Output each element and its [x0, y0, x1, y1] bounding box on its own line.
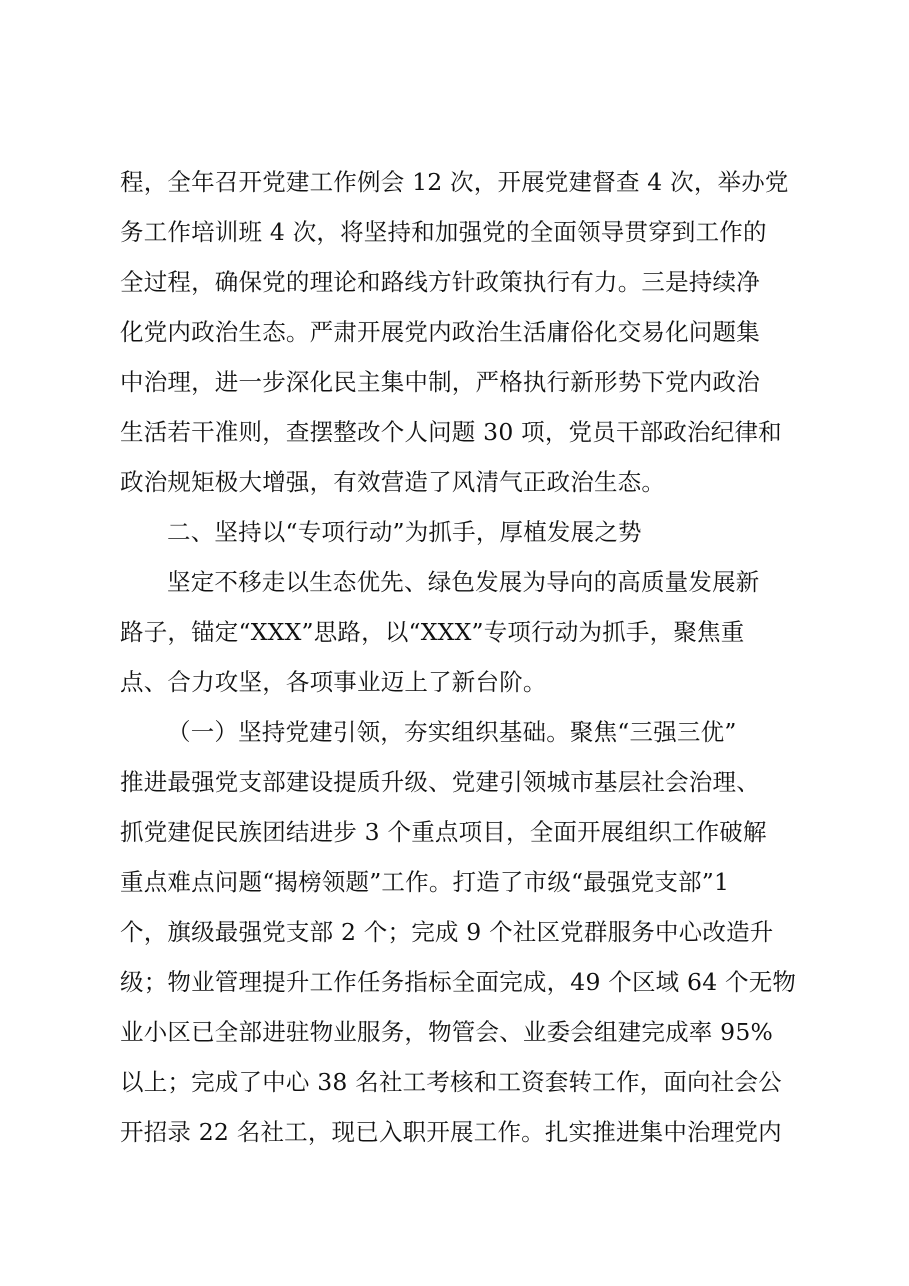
text-line: 全过程，确保党的理论和路线方针政策执行有力。三是持续净 [120, 268, 760, 296]
text-line: 程，全年召开党建工作例会 12 次，开展党建督查 4 次，举办党 [120, 168, 789, 196]
text-line: 点、合力攻坚，各项事业迈上了新台阶。 [120, 668, 547, 696]
text-line: 中治理，进一步深化民主集中制，严格执行新形势下党内政治 [120, 368, 760, 396]
text-line: 推进最强党支部建设提质升级、党建引领城市基层社会治理、 [120, 768, 760, 796]
subsection-first-line: （一）坚持党建引领，夯实组织基础。聚焦“三强三优” [167, 718, 737, 746]
text-line: 政治规矩极大增强，有效营造了风清气正政治生态。 [120, 468, 666, 496]
paragraph-first-line: 坚定不移走以生态优先、绿色发展为导向的高质量发展新 [167, 568, 760, 596]
section-heading: 二、坚持以“专项行动”为抓手，厚植发展之势 [167, 518, 642, 546]
text-line: 抓党建促民族团结进步 3 个重点项目，全面开展组织工作破解 [120, 818, 767, 846]
text-line: 级；物业管理提升工作任务指标全面完成，49 个区域 64 个无物 [120, 968, 797, 996]
text-line: 业小区已全部进驻物业服务，物管会、业委会组建完成率 95% [120, 1018, 774, 1046]
text-line: 生活若干准则，查摆整改个人问题 30 项，党员干部政治纪律和 [120, 418, 782, 446]
text-line: 务工作培训班 4 次，将坚持和加强党的全面领导贯穿到工作的 [120, 218, 767, 246]
text-line: 个，旗级最强党支部 2 个；完成 9 个社区党群服务中心改造升 [120, 918, 774, 946]
text-line: 化党内政治生态。严肃开展党内政治生活庸俗化交易化问题集 [120, 318, 760, 346]
text-line: 重点难点问题“揭榜领题”工作。打造了市级“最强党支部”1 [120, 868, 730, 896]
text-line: 路子，锚定“XXX”思路，以“XXX”专项行动为抓手，聚焦重 [120, 618, 745, 646]
text-line: 开招录 22 名社工，现已入职开展工作。扎实推进集中治理党内 [120, 1118, 782, 1146]
text-line: 以上；完成了中心 38 名社工考核和工资套转工作，面向社会公 [120, 1068, 782, 1096]
